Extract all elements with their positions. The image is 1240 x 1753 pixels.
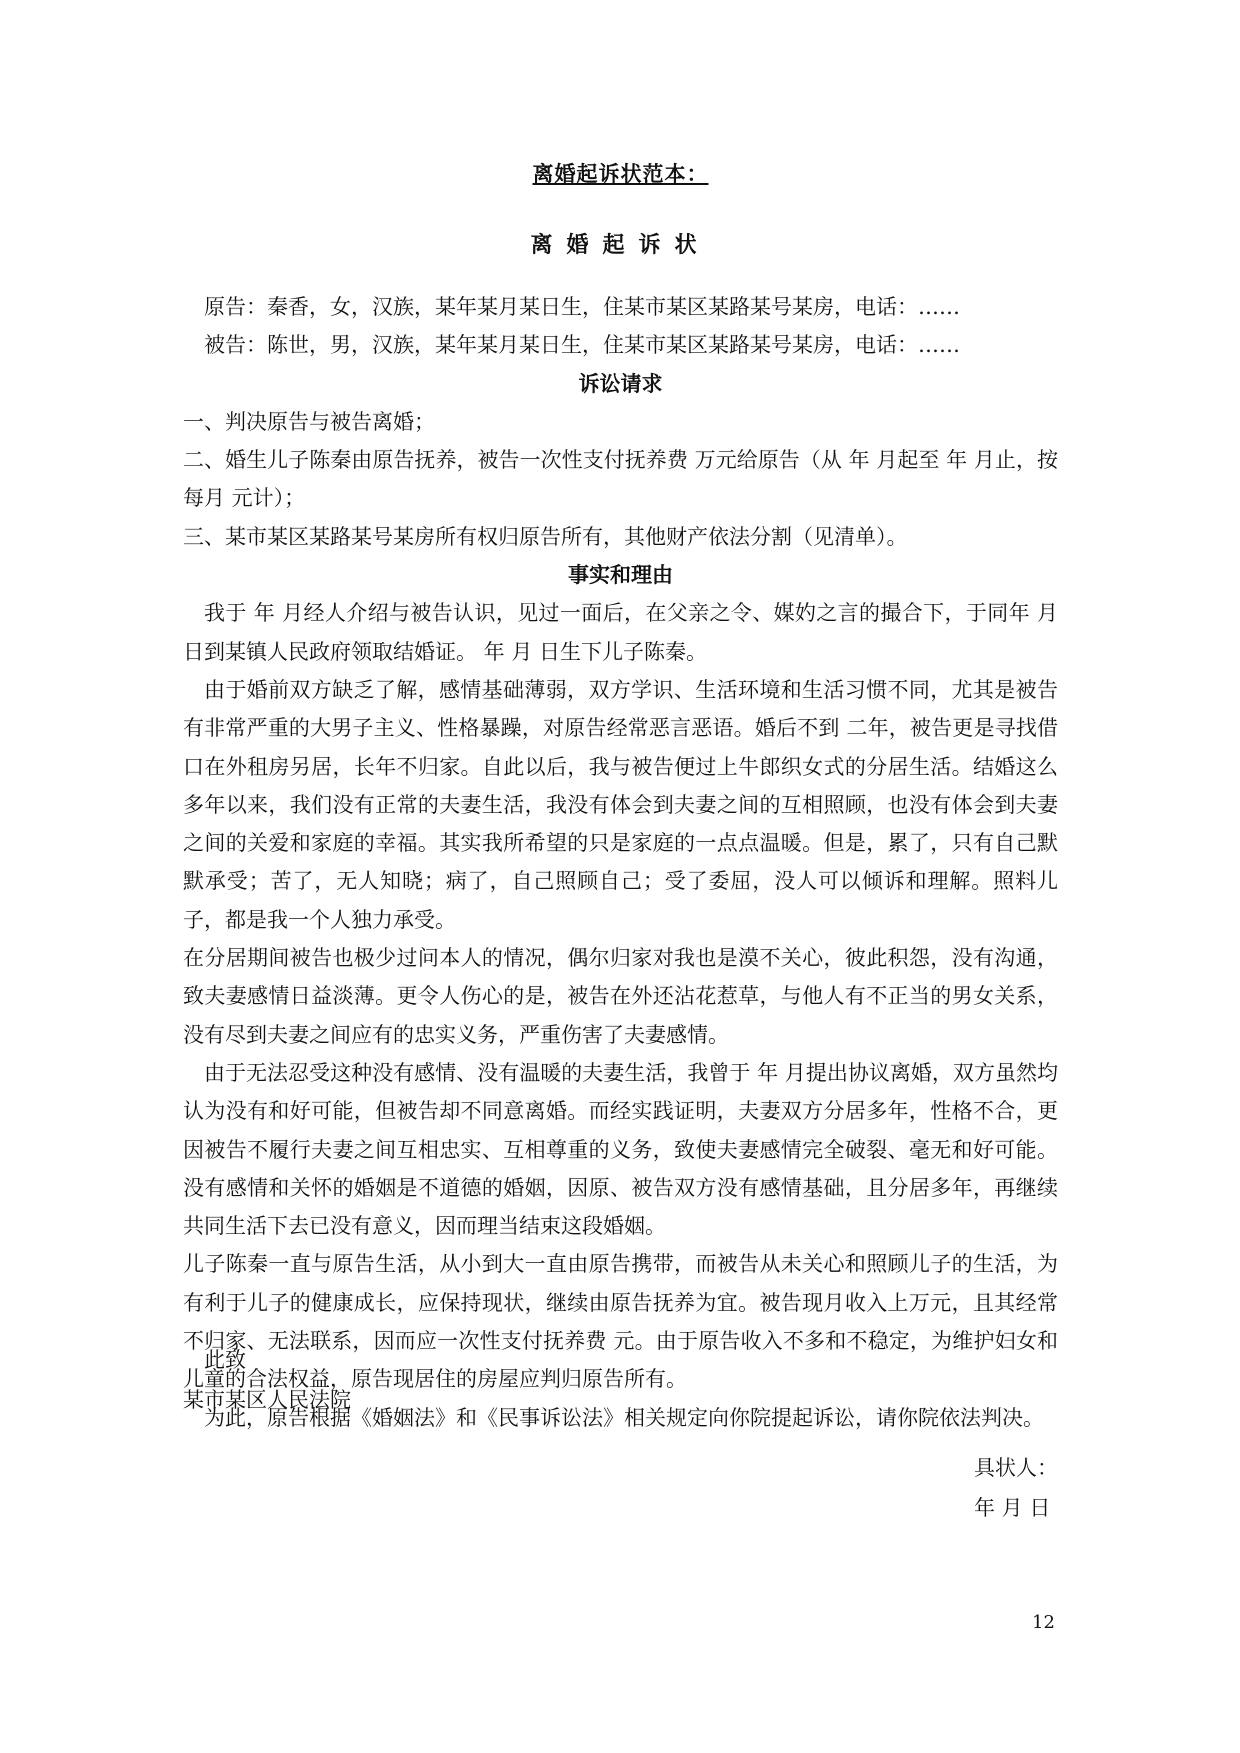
plaintiff-line: 原告：秦香，女，汉族，某年某月某日生，住某市某区某路某号某房，电话：…… xyxy=(204,295,960,319)
document-body xyxy=(183,288,1058,1437)
signer-label: 具状人： xyxy=(974,1456,1058,1480)
claim-item: 三、某市某区某路某号某房所有权归原告所有，其他财产依法分割（见清单）。 xyxy=(183,524,908,549)
page-number: 12 xyxy=(1032,1612,1055,1633)
main-title: 离婚起诉状 xyxy=(530,232,711,258)
facts-heading: 事实和理由 xyxy=(568,562,673,588)
facts-paragraph: 在分居期间被告也极少过问本人的情况，偶尔归家对我也是漠不关心，彼此积怨，没有沟通，致夫妻感情日益淡薄。更令人伤心的是，被告在外还沾花惹草，与他人有不正当的男女关系，没有尽到夫妻之间应有的忠实义务，严重伤害了夫妻感情。 xyxy=(183,946,1058,1047)
facts-paragraph: 由于无法忍受这种没有感情、没有温暖的夫妻生活，我曾于 年 月提出协议离婚，双方虽然均认为没有和好可能，但被告却不同意离婚。而经实践证明，夫妻双方分居多年，性格不合，更因被告不履行夫妻之间互相忠实、互相尊重的义务，致使夫妻感情完全破裂、毫无和好可能。没有感情和关怀的婚姻是不道德的婚姻，因原、被告双方没有感情基础，且分居多年，再继续共同生活下去已没有意义，因而理当结束这段婚姻。 xyxy=(183,1060,1058,1239)
signature-date: 年 月 日 xyxy=(974,1496,1051,1520)
facts-paragraph: 由于婚前双方缺乏了解，感情基础薄弱，双方学识、生活环境和生活习惯不同，尤其是被告有非常严重的大男子主义、性格暴躁，对原告经常恶言恶语。婚后不到 二年，被告更是寻找借口在外租房另居，长年不归家。自此以后，我与被告便过上牛郎织女式的分居生活。结婚这么多年以来，我们没有正常的夫妻生活，我没有体会到夫妻之间的互相照顾，也没有体会到夫妻之间的关爱和家庭的幸福。其实我所希望的只是家庭的一点点温暖。但是，累了，只有自己默默承受；苦了，无人知晓；病了，自己照顾自己；受了委屈，没人可以倾诉和理解。照料儿子，都是我一个人独力承受。 xyxy=(183,677,1058,932)
sample-title: 离婚起诉状范本： xyxy=(532,161,709,186)
court-name: 某市某区人民法院 xyxy=(183,1388,351,1412)
closing-block xyxy=(183,1340,1058,1420)
closing-salutation: 此致 xyxy=(204,1348,246,1372)
facts-paragraph: 儿子陈秦一直与原告生活，从小到大一直由原告携带，而被告从未关心和照顾儿子的生活，为有利于儿子的健康成长，应保持现状，继续由原告抚养为宜。被告现月收入上万元，且其经常不归家、无法联系，因而应一次性支付抚养费 元。由于原告收入不多和不稳定，为维护妇女和儿童的合法权益，原告现居住的房屋应判归原告所有。 xyxy=(183,1252,1058,1392)
facts-paragraph: 我于 年 月经人介绍与被告认识，见过一面后，在父亲之令、媒妁之言的撮合下，于同年 月 日到某镇人民政府领取结婚证。 年 月 日生下儿子陈秦。 xyxy=(183,601,1058,664)
claims-heading: 诉讼请求 xyxy=(578,370,663,396)
claim-item: 一、判决原告与被告离婚； xyxy=(183,409,435,434)
facts-paragraph: 为此，原告根据《婚姻法》和《民事诉讼法》相关规定向你院提起诉讼，请你院依法判决。 xyxy=(204,1405,1044,1430)
signature-block xyxy=(974,1448,1058,1528)
claim-item: 二、婚生儿子陈秦由原告抚养，被告一次性支付抚养费 万元给原告（从 年 月起至 年 月止，按每月 元计）； xyxy=(183,448,1058,511)
defendant-line: 被告：陈世，男，汉族，某年某月某日生，住某市某区某路某号某房，电话：…… xyxy=(204,333,960,358)
